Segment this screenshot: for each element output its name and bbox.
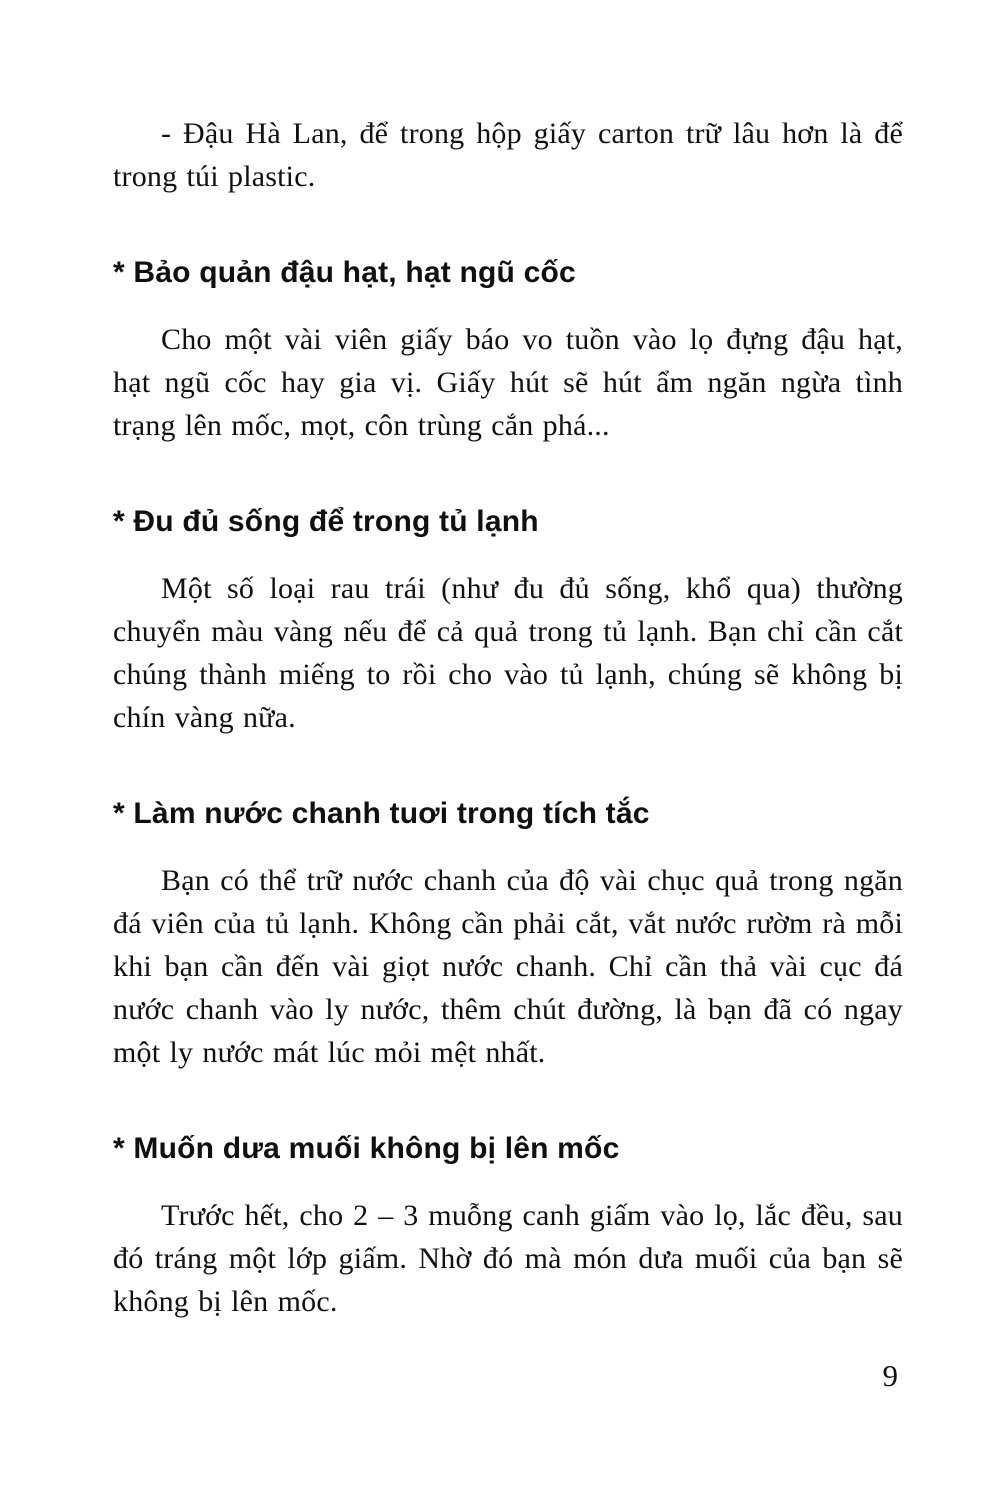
heading-du-du-song: * Đu đủ sống để trong tủ lạnh: [113, 505, 539, 538]
paragraph-bao-quan-dau-hat: Cho một vài viên giấy báo vo tuồn vào lọ đựng đậu hạt, hạt ngũ cốc hay gia vị. Giấy hút sẽ hút ẩm ngăn ngừa tình trạng lên mốc, mọt, côn trùng cắn phá...: [113, 323, 903, 442]
heading-nuoc-chanh: * Làm nước chanh tuơi trong tích tắc: [113, 797, 650, 830]
paragraph-nuoc-chanh: Bạn có thể trữ nước chanh của độ vài chục quả trong ngăn đá viên của tủ lạnh. Không cần phải cắt, vắt nước rườm rà mỗi khi bạn cần đến vài giọt nước chanh. Chỉ cần thả vài cục đá nước chanh vào ly nước, thêm chút đường, là bạn đã có ngay một ly nước mát lúc mỏi mệt nhất.: [113, 864, 903, 1069]
paragraph-du-du-song: Một số loại rau trái (như đu đủ sống, khổ qua) thường chuyển màu vàng nếu để cả quả trong tủ lạnh. Bạn chỉ cần cắt chúng thành miếng to rồi cho vào tủ lạnh, chúng sẽ không bị chín vàng nữa.: [113, 572, 903, 734]
heading-bao-quan-dau-hat: * Bảo quản đậu hạt, hạt ngũ cốc: [113, 256, 576, 289]
page-number: 9: [882, 1358, 898, 1393]
heading-dua-muoi: * Muốn dưa muối không bị lên mốc: [113, 1132, 620, 1165]
paragraph-dua-muoi: Trước hết, cho 2 – 3 muỗng canh giấm vào lọ, lắc đều, sau đó tráng một lớp giấm. Nhờ đó mà món dưa muối của bạn sẽ không bị lên mốc.: [113, 1199, 903, 1318]
page-content: [113, 112, 903, 1323]
paragraph-dau-ha-lan: - Đậu Hà Lan, để trong hộp giấy carton trữ lâu hơn là để trong túi plastic.: [113, 117, 903, 193]
